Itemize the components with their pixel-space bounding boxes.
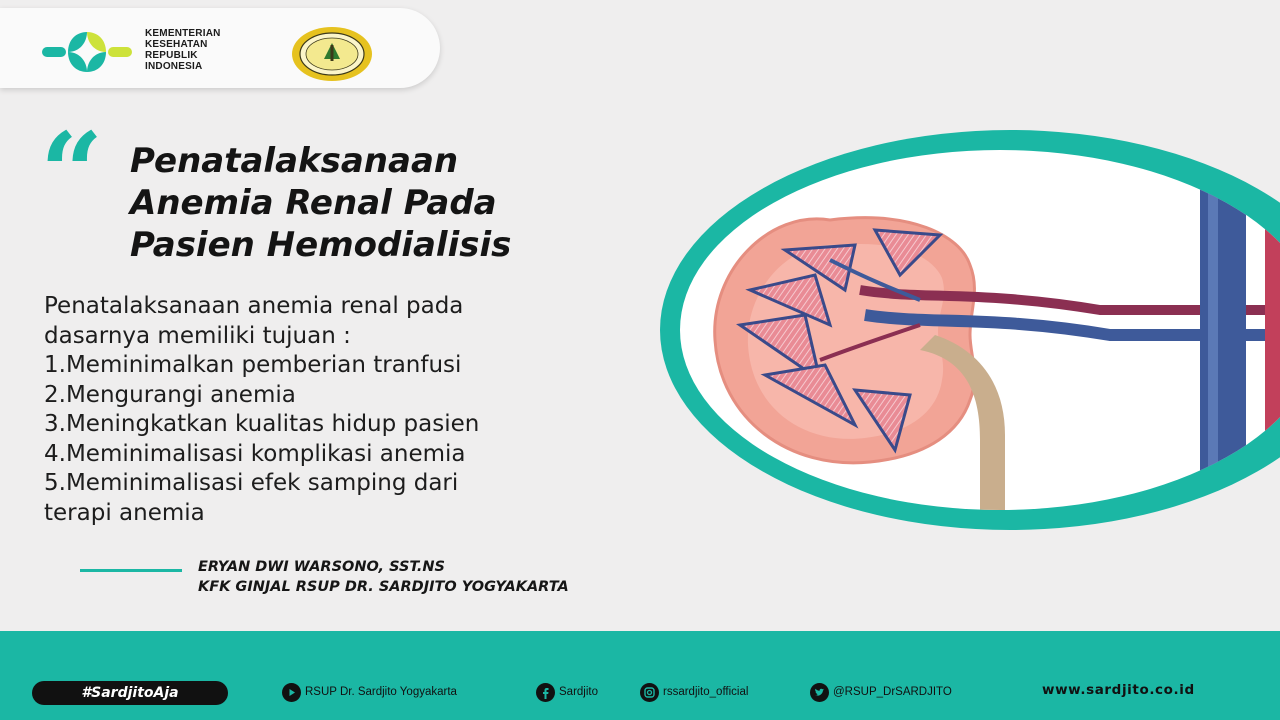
youtube-link[interactable] — [282, 682, 457, 702]
author-name: ERYAN DWI WARSONO, SST.NS — [198, 559, 445, 575]
ministry-line: KESEHATAN — [145, 39, 208, 50]
body-line: Penatalaksanaan anemia renal pada — [44, 293, 464, 319]
kemenkes-logo-icon — [42, 24, 132, 80]
instagram-label: rssardjito_official — [663, 686, 749, 698]
youtube-label: RSUP Dr. Sardjito Yogyakarta — [305, 686, 457, 698]
list-item: 2.Mengurangi anemia — [44, 381, 296, 408]
list-item: 4.Meminimalisasi komplikasi anemia — [44, 440, 466, 467]
title-line: Pasien Hemodialisis — [130, 225, 512, 265]
quote-mark-icon: “ — [40, 108, 104, 237]
facebook-link[interactable] — [536, 682, 598, 702]
facebook-icon — [536, 683, 555, 702]
twitter-icon — [810, 683, 829, 702]
ministry-line: KEMENTERIAN — [145, 28, 221, 39]
ministry-name — [145, 28, 275, 72]
header-logo-bar — [0, 8, 440, 88]
instagram-icon — [640, 683, 659, 702]
author-divider — [80, 569, 182, 572]
author-unit: KFK GINJAL RSUP DR. SARDJITO YOGYAKARTA — [198, 579, 569, 595]
rsup-sardjito-seal-icon — [290, 25, 374, 83]
kidney-illustration — [680, 150, 1280, 510]
list-item: terapi anemia — [44, 499, 205, 526]
ministry-line: REPUBLIK — [145, 50, 198, 61]
list-item: 1.Meminimalkan pemberian tranfusi — [44, 352, 462, 378]
ministry-line: INDONESIA — [145, 61, 203, 72]
twitter-label: @RSUP_DrSARDJITO — [833, 686, 952, 698]
list-item: 5.Meminimalisasi efek samping dari — [44, 470, 459, 496]
kidney-icon — [680, 150, 1280, 510]
body-line: dasarnya memiliki tujuan : — [44, 322, 351, 349]
hashtag-badge[interactable]: #SardjitoAja — [32, 681, 228, 705]
facebook-label: Sardjito — [559, 686, 598, 698]
author-credit — [198, 557, 818, 597]
website-link[interactable]: www.sardjito.co.id — [1042, 682, 1195, 698]
title-line: Anemia Renal Pada — [130, 183, 497, 223]
youtube-icon — [282, 683, 301, 702]
instagram-link[interactable] — [640, 682, 748, 702]
footer-bar — [0, 631, 1280, 720]
article-title — [130, 140, 690, 266]
twitter-link[interactable] — [810, 682, 952, 702]
article-body — [44, 292, 704, 528]
title-line: Penatalaksanaan — [130, 141, 459, 181]
list-item: 3.Meningkatkan kualitas hidup pasien — [44, 411, 480, 437]
